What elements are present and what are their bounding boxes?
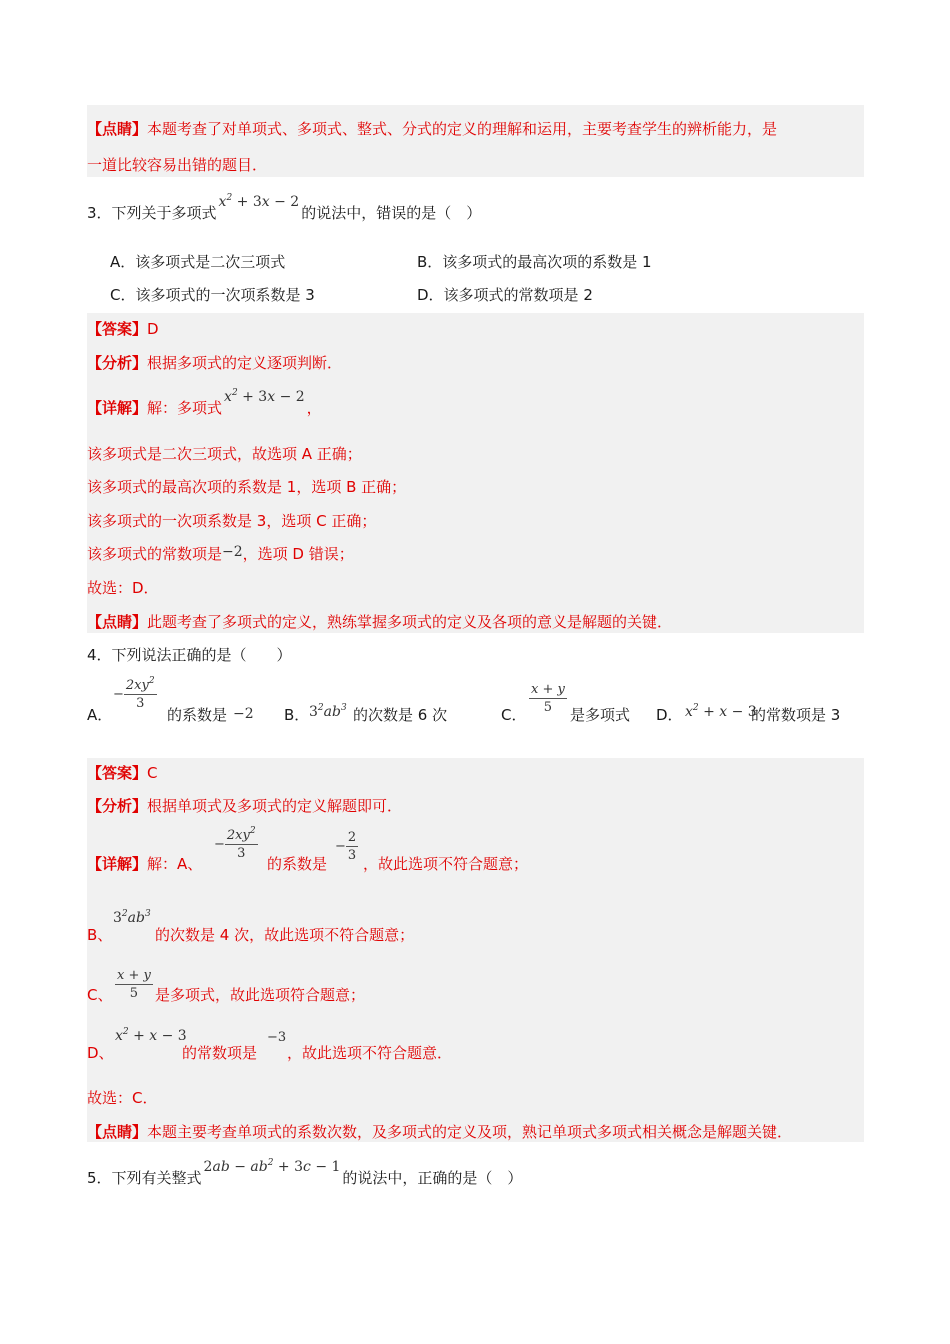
option-3c: C．该多项式的一次项系数是 3 — [110, 286, 315, 304]
detail-b-text: 的次数是 4 次，故此选项不符合题意； — [155, 926, 415, 944]
polynomial-expression: $x^2 + 3x - 2$ — [218, 193, 300, 210]
note-text: 本题考查了对单项式、多项式、整式、分式的定义的理解和运用，主要考查学生的辨析能力，是 — [147, 120, 778, 138]
solution-block-q4 — [87, 758, 864, 1142]
note-text: 本题主要考查单项式的系数次数，及多项式的定义及项，熟记单项式多项式相关概念是解题关键． — [147, 1123, 793, 1141]
option-3b: B．该多项式的最高次项的系数是 1 — [417, 253, 652, 271]
question-3-pre: 3．下列关于多项式 — [87, 204, 217, 222]
option-4b-label: B． — [284, 706, 310, 724]
option-4c-fraction: $\frac{x + y}{5}$ — [531, 682, 565, 715]
note-tag: 【点睛】 — [87, 120, 148, 138]
detail-c-label: C、 — [87, 986, 113, 1004]
detail-line-1: 该多项式是二次三项式，故选项 A 正确； — [87, 445, 362, 463]
option-4a-value: −2 — [233, 706, 254, 722]
question-3-post: 的说法中，错误的是（ ） — [301, 204, 482, 222]
detail-b-label: B、 — [87, 926, 113, 944]
detail-b-expression: $3^2ab^3$ — [113, 909, 151, 926]
detail-line-2: 该多项式的最高次项的系数是 1，选项 B 正确； — [87, 478, 407, 496]
option-4c-text: 是多项式 — [570, 706, 631, 724]
note-text-line2: 一道比较容易出错的题目． — [87, 156, 268, 174]
answer-tag: 【答案】 — [87, 764, 148, 782]
question-5-pre: 5．下列有关整式 — [87, 1169, 202, 1187]
option-3a: A．该多项式是二次三项式 — [110, 253, 286, 271]
option-4d-label: D． — [656, 706, 683, 724]
answer-value: C — [147, 764, 158, 782]
solution-block-q3 — [87, 313, 864, 633]
detail-tag: 【详解】 — [87, 399, 148, 417]
choose-text: 故选：D． — [87, 579, 159, 597]
option-4b-text: 的次数是 6 次 — [353, 706, 448, 724]
note-tag: 【点睛】 — [87, 1123, 148, 1141]
detail-a-post: ，故此选项不符合题意； — [363, 855, 529, 873]
analysis-text: 根据多项式的定义逐项判断． — [147, 354, 343, 372]
detail-a-coefficient: − $\frac{2}{3}$ — [335, 830, 357, 863]
choose-text: 故选：C． — [87, 1089, 158, 1107]
detail-d-post: ，故此选项不符合题意． — [287, 1044, 453, 1062]
option-4d-text: 的常数项是 3 — [751, 706, 841, 724]
detail-post: ， — [306, 399, 322, 417]
option-3d: D．该多项式的常数项是 2 — [417, 286, 593, 304]
detail-d-label: D、 — [87, 1044, 114, 1062]
detail-line-3: 该多项式的一次项系数是 3，选项 C 正确； — [87, 512, 377, 530]
option-4a-label: A． — [87, 706, 113, 724]
polynomial-expression: $x^2 + 3x - 2$ — [224, 388, 305, 405]
detail-d-value: −3 — [267, 1030, 287, 1045]
question-5-post: 的说法中，正确的是（ ） — [342, 1169, 523, 1187]
constant-value: −2 — [222, 543, 243, 560]
analysis-tag: 【分析】 — [87, 797, 148, 815]
option-4b-expression: $3^2ab^3$ — [309, 703, 347, 720]
detail-line-4-pre: 该多项式的常数项是 — [87, 545, 223, 563]
detail-tag: 【详解】 — [87, 855, 148, 873]
answer-value: D — [147, 320, 159, 338]
analysis-text: 根据单项式及多项式的定义解题即可． — [147, 797, 403, 815]
option-4a-text: 的系数是 — [167, 706, 228, 724]
option-4a-fraction: − $\frac{2xy^2}{3}$ — [113, 676, 155, 711]
note-text: 此题考查了多项式的定义，熟练掌握多项式的定义及各项的意义是解题的关键． — [147, 613, 673, 631]
detail-pre: 解：多项式 — [147, 399, 223, 417]
analysis-tag: 【分析】 — [87, 354, 148, 372]
option-4c-label: C． — [501, 706, 527, 724]
detail-c-fraction: $\frac{x + y}{5}$ — [117, 968, 151, 1001]
question-4-stem: 4．下列说法正确的是（ ） — [87, 646, 292, 664]
detail-d-expression: $x^2 + x - 3$ — [115, 1027, 187, 1044]
question-3-stem — [87, 193, 482, 223]
question-4-options — [87, 676, 867, 726]
polynomial-expression: $2ab - ab^2 + 3c - 1$ — [203, 1158, 341, 1175]
detail-a-mid: 的系数是 — [267, 855, 328, 873]
detail-c-text: 是多项式，故此选项符合题意； — [155, 986, 366, 1004]
note-tag: 【点睛】 — [87, 613, 148, 631]
detail-a-pre: 解：A、 — [147, 855, 203, 873]
detail-line-4 — [87, 543, 354, 564]
detail-d-mid: 的常数项是 — [182, 1044, 258, 1062]
option-4d-expression: $x^2 + x - 3$ — [685, 703, 757, 720]
detail-a-fraction: − $\frac{2xy^2}{3}$ — [214, 826, 256, 861]
answer-tag: 【答案】 — [87, 320, 148, 338]
note-block-top — [87, 105, 864, 177]
question-5-stem — [87, 1158, 523, 1188]
detail-line-4-post: ，选项 D 错误； — [242, 545, 354, 563]
